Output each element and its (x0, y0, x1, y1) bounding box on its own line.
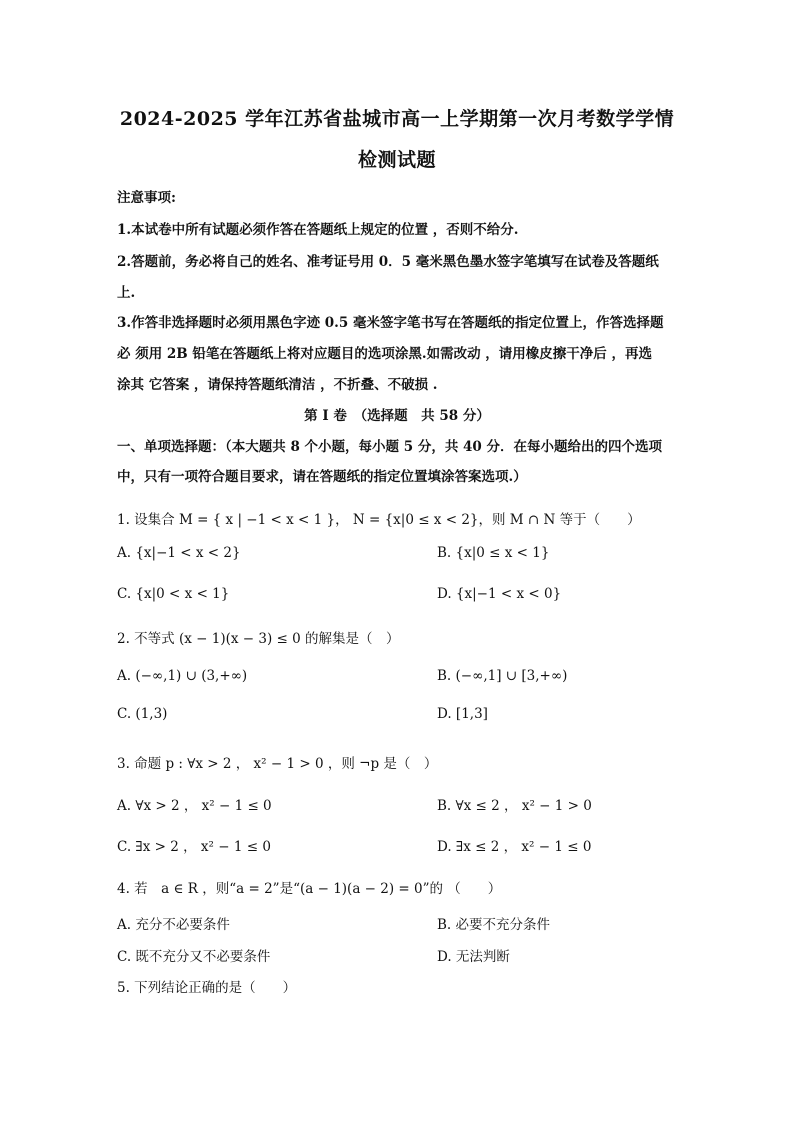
section-title: 第 I 卷 （选择题 共 58 分） (304, 408, 490, 424)
question-2-option-b: B. (−∞,1] ∪ [3,+∞) (437, 668, 568, 684)
question-3-option-a: A. ∀x > 2 ， x² − 1 ≤ 0 (117, 798, 272, 814)
question-4-option-b: B. 必要不充分条件 (437, 917, 551, 933)
question-1-option-b: B. {x|0 ≤ x < 1} (437, 545, 550, 561)
section-intro-line1: 一、单项选择题：（本大题共 8 个小题，每小题 5 分，共 40 分．在每小题给出的四个选项 (117, 439, 663, 455)
question-1-stem: 1. 设集合 M = { x | −1 < x < 1 }， N = {x|0 ≤ x < 2}，则 M ∩ N 等于（ ） (117, 512, 641, 528)
question-4-stem: 4. 若 a ∈ R ，则“a = 2”是“(a − 1)(a − 2) = 0”的 （ ） (117, 881, 502, 897)
notes-heading: 注意事项: (117, 190, 176, 206)
question-2-option-d: D. [1,3] (437, 706, 488, 722)
question-3-option-d: D. ∃x ≤ 2 ， x² − 1 ≤ 0 (437, 839, 592, 855)
question-4-option-c: C. 既不充分又不必要条件 (117, 949, 271, 965)
question-1-option-c: C. {x|0 < x < 1} (117, 586, 230, 602)
question-5-stem: 5. 下列结论正确的是（ ） (117, 980, 297, 996)
question-2-option-c: C. (1,3) (117, 706, 168, 722)
exam-title-line1: 2024-2025 学年江苏省盐城市高一上学期第一次月考数学学情 (119, 108, 675, 130)
note-line-5: 必 须用 2B 铅笔在答题纸上将对应题目的选项涂黑.如需改动 ，请用橡皮擦干净后 ，再选 (117, 346, 653, 362)
note-line-1: 1.本试卷中所有试题必须作答在答题纸上规定的位置 ，否则不给分. (117, 222, 519, 238)
question-2-option-a: A. (−∞,1) ∪ (3,+∞) (117, 668, 248, 684)
question-4-option-d: D. 无法判断 (437, 949, 510, 965)
exam-title-line2: 检测试题 (357, 149, 436, 171)
question-2-stem: 2. 不等式 (x − 1)(x − 3) ≤ 0 的解集是（ ） (117, 631, 400, 647)
note-line-2: 2.答题前，务必将自己的姓名、准考证号用 0．5 毫米黑色墨水签字笔填写在试卷及答题纸 (117, 254, 659, 270)
note-line-6: 涂其 它答案 ，请保持答题纸清洁 ，不折叠、不破损 . (117, 377, 438, 393)
question-3-option-c: C. ∃x > 2 ， x² − 1 ≤ 0 (117, 839, 271, 855)
question-1-option-a: A. {x|−1 < x < 2} (117, 545, 241, 561)
question-4-option-a: A. 充分不必要条件 (117, 917, 230, 933)
question-1-option-d: D. {x|−1 < x < 0} (437, 586, 562, 602)
question-3-stem: 3. 命题 p : ∀x > 2 ， x² − 1 > 0 ，则 ¬p 是（ ） (117, 756, 438, 772)
question-3-option-b: B. ∀x ≤ 2 ， x² − 1 > 0 (437, 798, 592, 814)
note-line-3: 上. (117, 285, 136, 301)
note-line-4: 3.作答非选择题时必须用黑色字迹 0.5 毫米签字笔书写在答题纸的指定位置上，作答选择题 (117, 315, 664, 331)
section-intro-line2: 中，只有一项符合题目要求，请在答题纸的指定位置填涂答案选项.） (117, 469, 527, 485)
